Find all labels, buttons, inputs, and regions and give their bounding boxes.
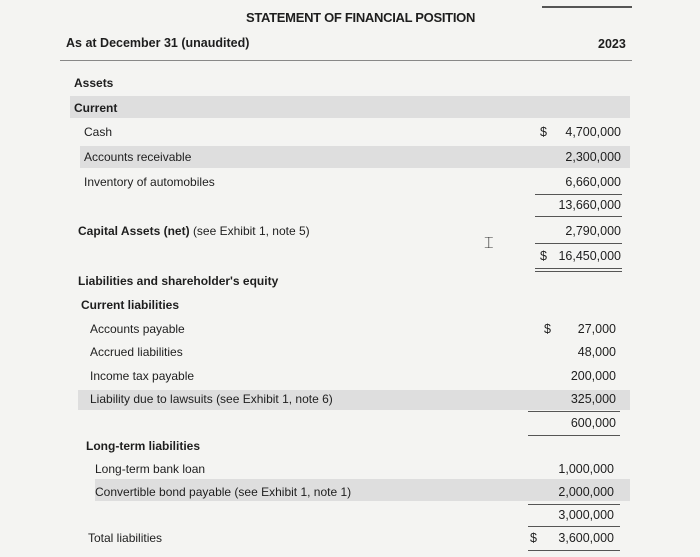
double-rule (528, 550, 620, 551)
asset-item-inventory: Inventory of automobiles (84, 175, 215, 189)
liability-item-lawsuits: Liability due to lawsuits (see Exhibit 1, note 6) (90, 392, 333, 406)
subtotal-rule (535, 216, 622, 217)
subtotal-rule (528, 504, 620, 505)
double-rule (535, 271, 622, 272)
current-liabilities-heading: Current liabilities (81, 298, 180, 312)
liability-value-lawsuits: 325,000 (570, 392, 616, 406)
total-rule (535, 243, 622, 244)
header-rule (542, 6, 632, 8)
liability-value-accrued: 48,000 (577, 345, 616, 359)
currency-sign: $ (540, 249, 547, 263)
total-assets-value: 16,450,000 (558, 249, 621, 263)
subtotal-rule (528, 411, 620, 412)
asset-item-receivable: Accounts receivable (84, 150, 192, 164)
liability-item-accrued: Accrued liabilities (90, 345, 183, 359)
longterm-value-bond: 2,000,000 (558, 485, 614, 499)
subtotal-rule (528, 435, 620, 436)
double-rule (535, 268, 622, 269)
capital-assets-label: Capital Assets (net) (78, 224, 190, 238)
total-liabilities-value: 3,600,000 (558, 531, 614, 545)
currency-sign: $ (540, 125, 547, 139)
subtotal-rule (528, 526, 620, 527)
asset-value-inventory: 6,660,000 (565, 175, 621, 189)
asset-value-cash: 4,700,000 (565, 125, 621, 139)
longterm-liabilities-heading: Long-term liabilities (86, 439, 201, 453)
capital-assets-value: 2,790,000 (565, 224, 621, 238)
statement-subtitle: As at December 31 (unaudited) (66, 36, 250, 50)
liability-item-payable: Accounts payable (90, 322, 185, 336)
text-cursor-icon: ⌶ (484, 233, 494, 252)
header-divider (60, 60, 632, 61)
current-assets-total: 13,660,000 (558, 198, 621, 212)
current-liabilities-total: 600,000 (570, 416, 616, 430)
total-liabilities-label: Total liabilities (88, 531, 163, 545)
capital-assets-note: (see Exhibit 1, note 5) (192, 224, 310, 238)
longterm-liabilities-total: 3,000,000 (558, 508, 614, 522)
asset-value-receivable: 2,300,000 (565, 150, 621, 164)
longterm-item-loan: Long-term bank loan (95, 462, 206, 476)
current-assets-heading: Current (74, 101, 118, 115)
longterm-value-loan: 1,000,000 (558, 462, 614, 476)
statement-title: STATEMENT OF FINANCIAL POSITION (246, 10, 476, 25)
capital-assets-row (78, 224, 310, 238)
assets-heading: Assets (74, 76, 114, 90)
liability-value-payable: 27,000 (577, 322, 616, 336)
asset-item-cash: Cash (84, 125, 113, 139)
liabilities-heading: Liabilities and shareholder's equity (78, 274, 279, 288)
column-year: 2023 (598, 37, 626, 51)
subtotal-rule (535, 194, 622, 195)
shade-band (70, 96, 630, 118)
liability-value-tax: 200,000 (570, 369, 616, 383)
longterm-item-bond: Convertible bond payable (see Exhibit 1, note 1) (95, 485, 352, 499)
currency-sign: $ (544, 322, 551, 336)
liability-item-tax: Income tax payable (90, 369, 195, 383)
currency-sign: $ (530, 531, 537, 545)
